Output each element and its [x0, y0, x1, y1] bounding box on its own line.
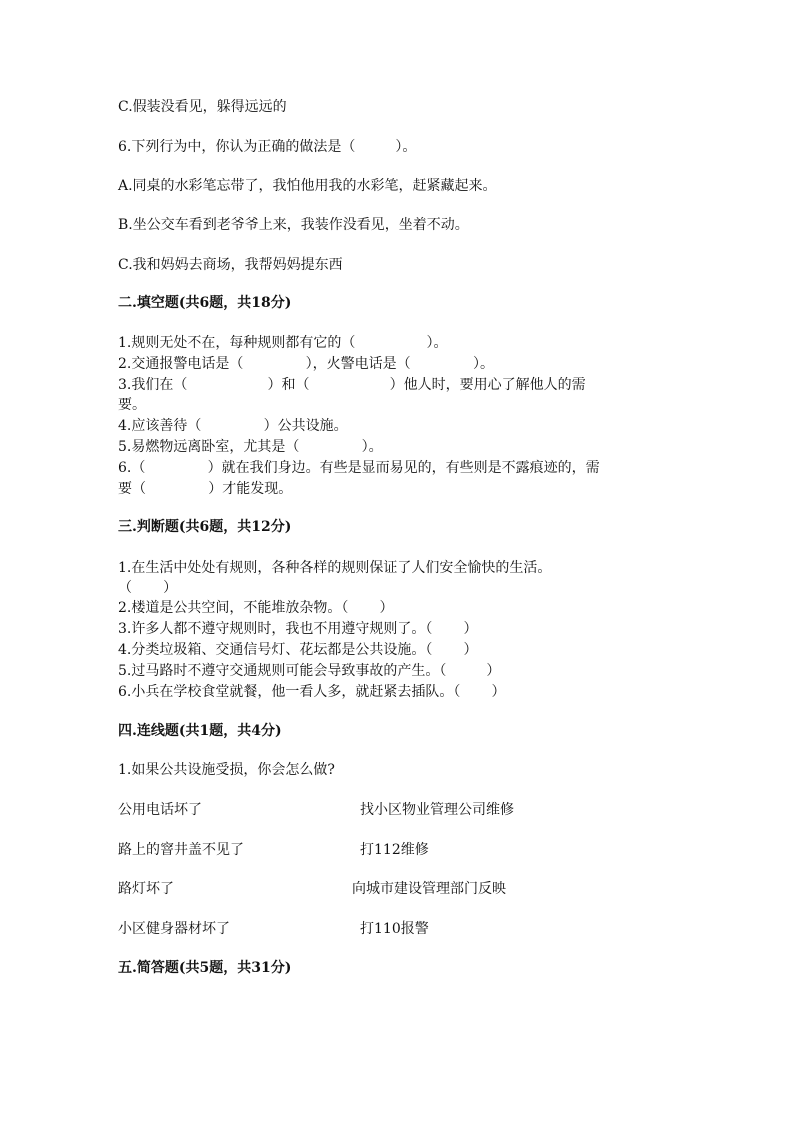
match-left-2[interactable]: 路上的窨井盖不见了 [118, 842, 244, 858]
match-left-4[interactable]: 小区健身器材坏了 [118, 921, 230, 937]
section2-title: 二.填空题(共6题，共18分) [118, 295, 292, 311]
section5-title: 五.简答题(共5题，共31分) [118, 960, 292, 976]
section2-line-2: 2.交通报警电话是（ ），火警电话是（ ）。 [118, 356, 494, 372]
section2-line-3-cont: 要。 [118, 397, 146, 413]
section2-line-4: 4.应该善待（ ）公共设施。 [118, 418, 348, 434]
q6-option-b: B.坐公交车看到老爷爷上来，我装作没看见，坐着不动。 [118, 217, 469, 233]
section2-line-6: 6.（ ）就在我们身边。有些是显而易见的，有些则是不露痕迹的，需 [118, 460, 600, 476]
match-left-3[interactable]: 路灯坏了 [118, 881, 174, 897]
match-right-2[interactable]: 打112维修 [360, 842, 429, 858]
section3-line-4: 4.分类垃圾箱、交通信号灯、花坛都是公共设施。（ ） [118, 642, 478, 658]
match-left-1[interactable]: 公用电话坏了 [118, 802, 202, 818]
q5-option-c: C.假装没看见，躲得远远的 [118, 99, 287, 115]
match-right-1[interactable]: 找小区物业管理公司维修 [360, 802, 514, 818]
section3-title: 三.判断题(共6题，共12分) [118, 519, 292, 535]
section4-question: 1.如果公共设施受损，你会怎么做? [118, 762, 335, 778]
section3-line-6: 6.小兵在学校食堂就餐，他一看人多，就赶紧去插队。（ ） [118, 684, 506, 700]
q6-stem: 6.下列行为中，你认为正确的做法是（ ）。 [118, 139, 417, 155]
match-right-4[interactable]: 打110报警 [360, 921, 429, 937]
section2-line-5: 5.易燃物远离卧室，尤其是（ ）。 [118, 439, 383, 455]
q6-option-c: C.我和妈妈去商场，我帮妈妈提东西 [118, 257, 343, 273]
section4-title: 四.连线题(共1题，共4分) [118, 723, 282, 739]
match-right-3[interactable]: 向城市建设管理部门反映 [352, 881, 506, 897]
section2-line-6-cont: 要（ ）才能发现。 [118, 481, 293, 497]
section2-line-3: 3.我们在（ ）和（ ）他人时，要用心了解他人的需 [118, 377, 586, 393]
q6-option-a: A.同桌的水彩笔忘带了，我怕他用我的水彩笔，赶紧藏起来。 [118, 178, 497, 194]
section3-line-5: 5.过马路时不遵守交通规则可能会导致事故的产生。（ ） [118, 663, 501, 679]
section3-line-1: 1.在生活中处处有规则，各种各样的规则保证了人们安全愉快的生活。 [118, 560, 552, 576]
section3-line-2: 2.楼道是公共空间，不能堆放杂物。（ ） [118, 600, 394, 616]
section2-line-1: 1.规则无处不在，每种规则都有它的（ ）。 [118, 335, 448, 351]
section3-line-1-cont: （ ） [118, 580, 178, 596]
section3-line-3: 3.许多人都不遵守规则时，我也不用遵守规则了。（ ） [118, 621, 478, 637]
